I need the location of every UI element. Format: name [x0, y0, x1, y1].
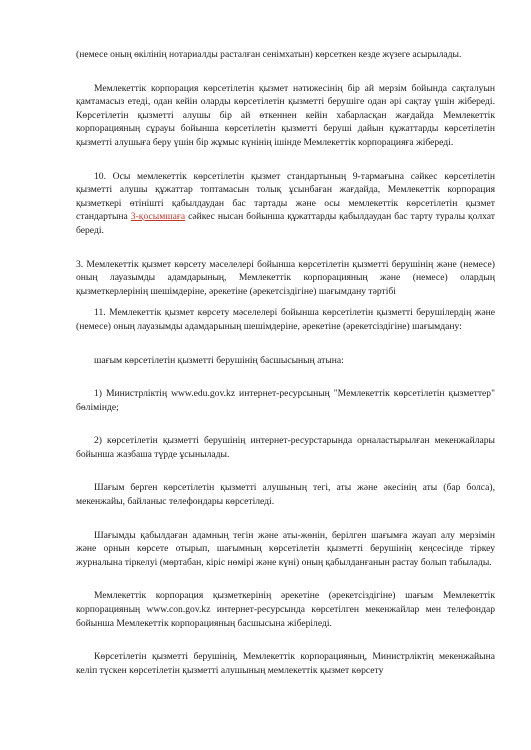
paragraph-complainant-details: Шағым берген көрсетілетін қызметті алушының тегі, аты және әкесінің аты (бар болса), мекенжайы, байланыс телефондары көрсетіледі.	[76, 482, 495, 508]
annex-3-link[interactable]: 3-қосымшаға	[130, 211, 186, 223]
paragraph-option-2: 2) көрсетілетін қызметті берушінің интернет-ресурстарында орналастырылған мекенжайлары бойынша жазбаша түрде ұсынылады.	[76, 435, 495, 460]
paragraph-item-10-text-end: сәйкес нысан бойынша құжаттарды қабылдаудан бас тарту туралы қолхат береді.	[76, 211, 495, 236]
paragraph-item-10-text-start: 10. Осы мемлекеттік көрсетілетін қызмет стандартының 9-тармағына сәйкес көрсетілетін қызметті алушы құжаттар топтамасын толық ұсынбаған жағдайда, Мемлекеттік корпорация қызметкері өтінішті қабылдаудан бас тартады және осы мемлекеттік көрсетілетін қызмет стандартына	[76, 170, 495, 223]
paragraph-corporation-complaint: Мемлекеттік корпорация қызметкерінің әрекетіне (әрекетсіздігіне) шағым Мемлекеттік корпорацияның www.con.gov.kz интернет-ресурсында көрсетілген мекенжайлар мен телефондар бойынша Мемлекеттік корпорацияның басшысына жіберіледі.	[76, 590, 495, 629]
paragraph-item-10	[76, 170, 495, 238]
paragraph-complaint-addressee: шағым көрсетілетін қызметті берушінің басшысының атына:	[94, 354, 344, 366]
section-3-heading: 3. Мемлекеттік қызмет көрсету мәселелері бойынша көрсетілетін қызметті берушінің және (немесе) оның лауазымды адамдарының, Мемлекеттік корпорацияның және (немесе) олардың қызметкерлерінің шешімдеріне, әрекетіне (әрекетсіздігіне) шағымдану тәртібі	[76, 258, 495, 297]
paragraph-storage: Мемлекеттік корпорация көрсетілетін қызмет нәтижесінің бір ай мерзім бойында сақталуын қамтамасыз етеді, одан кейін оларды көрсетілетін қызметті берушіге одан әрі сақтау үшін жібереді. Көрсетілетін қызметті алушы бір ай өткеннен кейін хабарласқан жағдайда Мемлекеттік корпорацияның сұрауы бойынша көрсетілетін қызметті беруші дайын құжаттарды көрсетілетін қызметті алушыға беру үшін бір жұмыс күнінің ішінде Мемлекеттік корпорацияға жібереді.	[76, 82, 495, 148]
paragraph-option-1: 1) Министрліктің www.edu.gov.kz интернет-ресурсының "Мемлекеттік көрсетілетін қызметтер" бөлімінде;	[76, 388, 495, 413]
paragraph-item-11: 11. Мемлекеттік қызмет көрсету мәселелері бойынша көрсетілетін қызметті берушілердің және (немесе) оның лауазымды адамдарының шешімдеріне, әрекетіне (әрекетсіздігіне) шағымдану:	[76, 307, 495, 332]
paragraph-registration: Шағымды қабылдаған адамның тегін және аты-жөнін, берілген шағымға жауап алу мерзімін және орнын көрсете отырып, шағымның көрсетілетін қызметті берушінің кеңсесінде тіркеу журналына тіркелуі (мөртабан, кіріс нөмірі және күні) оның қабылданғанын растау болып табылады.	[76, 529, 495, 568]
paragraph-received-complaint: Көрсетілетін қызметті берушінің, Мемлекеттік корпорацияның, Министрліктің мекенжайына келіп түскен көрсетілетін қызметті алушының мемлекеттік қызмет көрсету	[76, 651, 495, 676]
paragraph-continuation: (немесе оның өкілінің нотариалды расталған сенімхатын) көрсеткен кезде жүзеге асырылады.	[76, 49, 462, 60]
